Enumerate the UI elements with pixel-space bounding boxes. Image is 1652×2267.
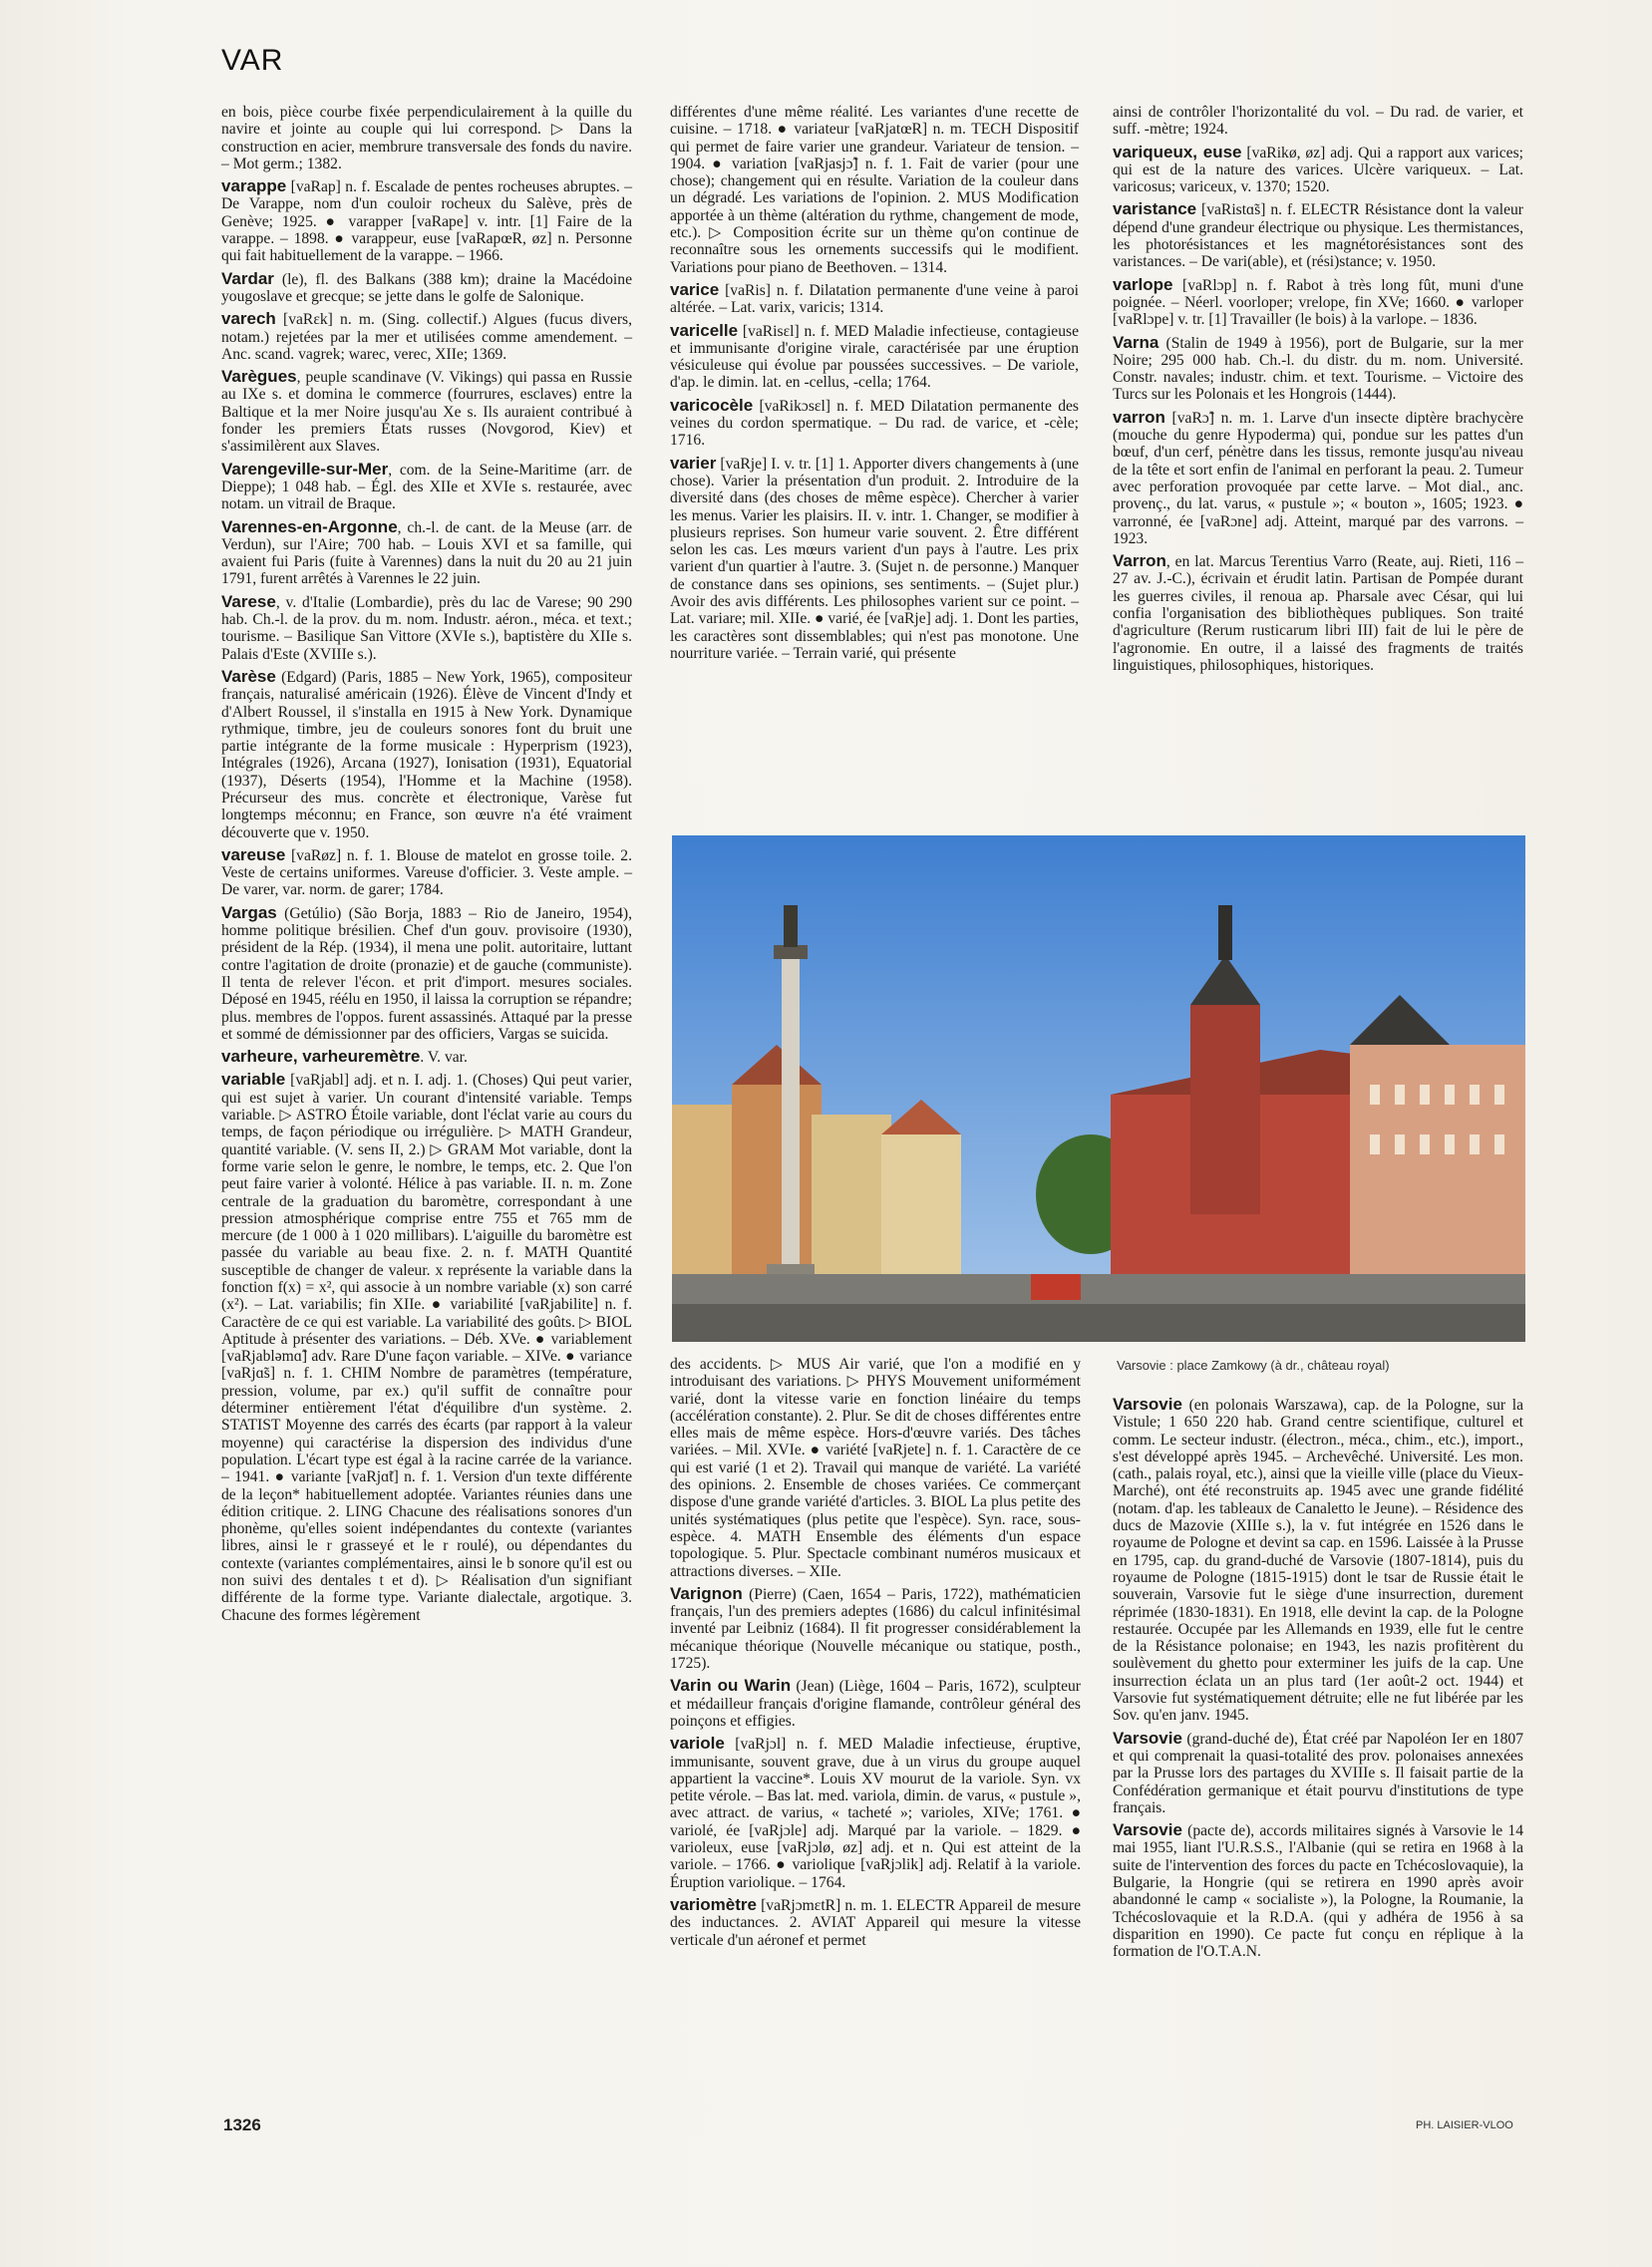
entry-headword: Varèse (221, 666, 276, 686)
dictionary-entry (1113, 552, 1523, 674)
dictionary-entry (670, 1896, 1081, 1949)
dictionary-entry (221, 1048, 632, 1066)
dictionary-entry (670, 397, 1079, 450)
dictionary-entry (670, 1677, 1081, 1730)
entry-headword: varice (670, 279, 720, 299)
running-head: VAR (221, 44, 284, 77)
dictionary-entry (670, 281, 1079, 317)
photo-caption: Varsovie : place Zamkowy (à dr., château royal) (1117, 1358, 1390, 1373)
entry-headword: varier (670, 453, 717, 473)
entry-headword: varheure, varheuremètre (221, 1047, 421, 1067)
column-1 (221, 104, 632, 2068)
entry-text: , v. d'Italie (Lombardie), près du lac de Varese; 90 290 hab. Ch.-l. de la prov. du m. nom. Industr. aéron., méca. et text.; tourisme. – Basilique San Vittore (XVIe s.), baptistère du XIIe s. Palais d'Este (XVIIIe s.). (221, 593, 632, 663)
entry-headword: varech (221, 309, 276, 329)
entry-text: . V. var. (420, 1049, 468, 1067)
entry-text: des accidents. ▷ MUS Air varié, que l'on a modifié en y introduisant des variations. ▷ PHYS Mouvement uniformément varié, dont la vitesse varie en fonction linéaire du temps (accélération constante). 2. Plur. Se dit de choses différentes entre elles mais de même espèce. Hors-d'œuvre variés. Des tâches variées. – Mil. XVIe. ● variété [vaRjete] n. f. 1. Caractère de ce qui est varié (1 et 2). Travail qui manque de variété. La variété des opinions. 2. Ensemble de choses variées. Ce commerçant dispose d'une grande variété d'articles. 3. BIOL La plus petite des unités systématiques (plus petite que l'espèce). Syn. race, sous-espèce. 4. MATH Ensemble des éléments d'un espace topologique. 5. Plur. Spectacle combinant numéros musicaux et attractions diverses. – XIIe. (670, 1356, 1081, 1580)
entry-text: , ch.-l. de cant. de la Meuse (arr. de Verdun), sur l'Aire; 700 hab. – Louis XVI et sa famille, qui avaient fui Paris (fuite à Varennes) dans la nuit du 20 au 21 juin 1791, furent arrêtés à Varennes le 22 juin. (221, 518, 632, 588)
entry-headword: Varennes-en-Argonne (221, 516, 398, 536)
entry-text: [vaRjɔl] n. f. MED Maladie infectieuse, éruptive, immunisante, souvent grave, due à un virus du groupe auquel appartient la vaccine*. Louis XV mourut de la variole. Syn. vx petite vérole. – Bas lat. med. variola, dimin. de varus, « pustule », avec attract. de varius, « tacheté »; varioles, XIVe; 1761. ● variolé, ée [vaRjɔle] adj. Marqué par la variole. – 1829. ● varioleux, euse [vaRjɔlø, øz] adj. et n. Qui est atteint de la variole. – 1766. ● variolique [vaRjɔlik] adj. Relatif à la variole. Éruption variolique. – 1764. (670, 1736, 1081, 1891)
dictionary-entry (221, 270, 632, 306)
entry-text: [vaRis] n. f. Dilatation permanente d'une veine à paroi altérée. – Lat. varix, varicis; 1314. (670, 281, 1079, 317)
entry-headword: variqueux, euse (1113, 142, 1242, 162)
dictionary-entry (221, 1071, 632, 1624)
entry-headword: Varna (1113, 332, 1159, 352)
entry-text: [vaRje] I. v. tr. [1] 1. Apporter divers changements à (une chose). Varier la présentation d'un produit. 2. Introduire de la diversité dans (des choses de même espèce). Chercher à varier les menus. Varier les plaisirs. II. v. intr. 1. Changer, se modifier à plusieurs reprises. Son humeur varie souvent. 2. Être différent selon les cas. Les mœurs varient d'un pays à l'autre. Les prix varient d'un quartier à l'autre. 3. (Sujet n. de personne.) Manquer de constance dans ses opinions, ses sentiments. – (Sujet plur.) Avoir des avis différents. Les philosophes varient sur ce point. – Lat. variare; mil. XIIe. ● varié, ée [vaRje] adj. 1. Dont les parties, les caractères sont dissemblables; qui n'est pas monotone. Une nourriture variée. – Terrain varié, qui présente (670, 455, 1079, 662)
entry-headword: Varengeville-sur-Mer (221, 459, 389, 479)
column-3 (1113, 104, 1523, 821)
dictionary-entry (221, 668, 632, 841)
entry-headword: variole (670, 1734, 725, 1754)
entry-text: (Getúlio) (São Borja, 1883 – Rio de Janeiro, 1954), homme politique brésilien. Chef d'un gouv. provisoire (1930), président de la Rép. (1934), il mena une polit. autoritaire, luttant contre l'agitation de droite (pronazie) et de gauche (communiste). Il tenta de relever l'écon. et prit d'import. mesures sociales. Déposé en 1945, réélu en 1950, il laissa la corruption se répandre; plus. membres de l'oppos. furent assassinés. Attaqué par la presse et sommé de démissionner par des officiers, Vargas se suicida. (221, 904, 632, 1043)
dictionary-entry (1113, 1821, 1523, 1960)
entry-text: (Pierre) (Caen, 1654 – Paris, 1722), mathématicien français, l'un des premiers adeptes (1686) du calcul infinitésimal inventé par Leibniz (1684). Il fit progresser considérablement la mécanique théorique (Nouvelle mécanique ou statique, posth., 1725). (670, 1585, 1081, 1673)
dictionary-entry (1113, 409, 1523, 547)
dictionary-entry (221, 368, 632, 455)
entry-headword: vareuse (221, 844, 286, 864)
dictionary-entry (670, 104, 1079, 276)
entry-text: , com. de la Seine-Maritime (arr. de Dieppe); 1 048 hab. – Égl. des XIIe et XVIe s. restaurée, avec notam. un vitrail de Braque. (221, 461, 632, 513)
entry-headword: Varègues (221, 367, 297, 387)
dictionary-entry (1113, 104, 1523, 139)
column-3-lower (1113, 1396, 1523, 2094)
dictionary-entry (221, 904, 632, 1043)
entry-text: [vaRisɛl] n. f. MED Maladie infectieuse, contagieuse et immunisante d'origine virale, caractérisée par une éruption vésiculeuse qui évolue par poussées successives. – De variole, d'ap. le dimin. lat. en -cellus, -cella; 1764. (670, 322, 1079, 392)
entry-headword: Varin ou Warin (670, 1676, 792, 1696)
entry-headword: varicocèle (670, 395, 754, 415)
entry-headword: Varsovie (1113, 1728, 1182, 1748)
entry-headword: variomètre (670, 1894, 757, 1914)
entry-text: (le), fl. des Balkans (388 km); draine la Macédoine yougoslave et grecque; se jette dans le golfe de Salonique. (221, 270, 632, 305)
dictionary-entry (1113, 144, 1523, 196)
entry-headword: varron (1113, 407, 1165, 427)
dictionary-entry (1113, 1730, 1523, 1816)
entry-headword: variable (221, 1070, 286, 1090)
dictionary-entry (221, 593, 632, 663)
entry-text: [vaRikø, øz] adj. Qui a rapport aux varices; qui est de la nature des varices. Ulcère variqueux. – Lat. varicosus; variceux, v. 1370; 1520. (1113, 144, 1523, 196)
photo-credit: PH. LAISIER-VLOO (1416, 2119, 1513, 2131)
entry-text: , en lat. Marcus Terentius Varro (Reate, auj. Rieti, 116 – 27 av. J.-C.), écrivain et érudit latin. Partisan de Pompée durant les guerres civiles, il renoua ap. Pharsale avec César, qui lui confia l'organisation des bibliothèques publiques. Son traité d'agriculture (Rerum rusticarum libri III) fait de lui le père de l'agronomie. En outre, il a laissé des fragments de traités linguistiques, philosophiques, historiques. (1113, 553, 1523, 674)
entry-headword: varistance (1113, 199, 1197, 219)
entry-text: [vaRistɑ̃s] n. f. ELECTR Résistance dont la valeur dépend d'une grandeur électrique ou physique. Les thermistances, les photorésistances et les magnétorésistances sont des varistances. – De vari(able), et (rési)stance; v. 1950. (1113, 201, 1523, 271)
dictionary-entry (221, 310, 632, 363)
entry-text: [vaRjɔmɛtR] n. m. 1. ELECTR Appareil de mesure des inductances. 2. AVIAT Appareil qui mesure la vitesse verticale d'un aéronef et permet (670, 1896, 1081, 1949)
entry-headword: Vardar (221, 268, 274, 288)
dictionary-entry (221, 846, 632, 899)
entry-headword: Varron (1113, 551, 1166, 571)
entry-headword: Vargas (221, 902, 277, 922)
entry-text: (Jean) (Liège, 1604 – Paris, 1672), sculpteur et médailleur français d'origine flamande, contrôleur général des poinçons et effigies. (670, 1678, 1082, 1730)
entry-headword: Varese (221, 591, 276, 611)
dictionary-entry (670, 1735, 1081, 1891)
dictionary-entry (221, 461, 632, 513)
entry-text: [vaRap] n. f. Escalade de pentes rocheuses abruptes. – De Varappe, nom d'un couloir rocheux du Salève, près de Genève; 1925. ● varapper [vaRape] v. intr. [1] Faire de la varappe. – 1898. ● varappeur, euse [vaRapœR, øz] n. Personne qui fait habituellement de la varappe. – 1966. (221, 178, 632, 265)
entry-headword: varlope (1113, 274, 1173, 294)
column-2-lower (670, 1356, 1081, 2094)
entry-text: [vaRɔ̃] n. m. 1. Larve d'un insecte diptère brachycère (mouche du genre Hypoderma) qui, pondue sur les pattes d'un bœuf, d'un cerf, pénètre dans les tissus, remonte jusqu'au niveau de la tête et sort enfin de l'animal en perforant la peau. 2. Tumeur avec perforation provoquée par cette larve. – Mot dial., anc. provenç., du lat. varus, « pustule »; « bouton », 1605; 1923. ● varronné, ée [vaRɔne] adj. Atteint, marqué par des varrons. – 1923. (1113, 409, 1523, 547)
entry-headword: Varsovie (1113, 1395, 1182, 1414)
dictionary-entry (221, 518, 632, 588)
entry-headword: Varignon (670, 1583, 743, 1603)
dictionary-entry (1113, 276, 1523, 329)
entry-text: ainsi de contrôler l'horizontalité du vol. – Du rad. de varier, et suff. -mètre; 1924. (1113, 104, 1523, 139)
entry-text: (en polonais Warszawa), cap. de la Pologne, sur la Vistule; 1 650 220 hab. Grand centre scientifique, culturel et comm. Le secteur industr. (électron., méca., chim., etc.), import., s'est développé après 1945. – Archevêché. Université. Les mon. (cath., palais royal, etc.), ainsi que la vieille ville (place du Vieux-Marché), ont été reconstruits ap. 1945 avec une grande fidélité (notam. d'ap. les tableaux de Canaletto le Jeune). – Résidence des ducs de Mazovie (XIIIe s.), la v. fut intégrée en 1526 dans le royaume de Pologne et devint sa cap. en 1596. Laissée à la Prusse en 1795, cap. du grand-duché de Varsovie (1807-1814), puis du royaume de Pologne (1815-1915) dont le tsar de Russie était le souverain, Varsovie fut le siège d'une insurrection, durement réprimée (1830-1831). En 1918, elle devint la cap. de la Pologne restaurée. Occupée par les Allemands en 1939, elle fut le centre de la Résistance polonaise; en 1943, les nazis profitèrent du soulèvement du ghetto pour exterminer les juifs de la cap. Une insurrection éclata un an plus tard (1er août-2 oct. 1944) et Varsovie fut systématiquement détruite; elle ne fut libérée par les Sov. qu'en janv. 1945. (1113, 1397, 1523, 1725)
dictionary-entry (670, 322, 1079, 392)
entry-text: [vaRɛk] n. m. (Sing. collectif.) Algues (fucus divers, notam.) rejetées par la mer et utilisées comme amendement. – Anc. scand. vagrek; warec, verec, XIIe; 1369. (221, 311, 632, 363)
dictionary-entry (670, 455, 1079, 663)
page-number: 1326 (223, 2115, 261, 2134)
entry-text: (Edgard) (Paris, 1885 – New York, 1965), compositeur français, naturalisé américain (1926). Élève de Vincent d'Indy et d'Albert Roussel, il s'installa en 1915 à New York. Dynamique rythmique, timbre, jeu de couleurs sonores font du bruit une partie intégrante de la forme musicale : Hyperprism (1923), Intégrales (1926), Arcana (1927), Ionisation (1931), Equatorial (1937), Déserts (1954), l'Homme et la Machine (1958). Précurseur des mus. concrète et électronique, Varèse fut longtemps méconnu; en France, son œuvre n'a été vraiment découverte que v. 1950. (221, 668, 632, 841)
entry-text: [vaRjabl] adj. et n. I. adj. 1. (Choses) Qui peut varier, qui est sujet à varier. Un courant d'intensité variable. Temps variable. ▷ ASTRO Étoile variable, dont l'éclat varie au cours du temps, de façon périodique ou irrégulière. ▷ MATH Grandeur, quantité variable. (V. sens II, 2.) ▷ GRAM Mot variable, dont la forme varie selon le genre, le nombre, le temps, etc. 2. Que l'on peut faire varier à volonté. Hélice à pas variable. II. n. m. Zone centrale de la graduation du baromètre, correspondant à une pression atmosphérique comprise entre 755 et 765 mm de mercure (de 1 000 à 1 020 millibars). L'aiguille du baromètre est passée du variable au beau fixe. 2. n. f. MATH Quantité susceptible de changer de valeur. x représente la variable dans la fonction f(x) = x², qui associe à un nombre variable (x) son carré (x²). – Lat. variabilis; fin XIIe. ● variabilité [vaRjabilite] n. f. Caractère de ce qui est variable. La variabilité des goûts. ▷ BIOL Aptitude à présenter des variations. – Déb. XVe. ● variablement [vaRjabləmɑ̃] adv. Rare D'une façon variable. – XIVe. ● variance [vaRjɑ̃s] n. f. 1. CHIM Nombre de paramètres (température, pression, volume, par ex.) qu'il suffit de connaître pour déterminer entièrement l'état d'équilibre d'un système. 2. STATIST Moyenne des carrés des écarts (par rapport à la valeur moyenne) qui caractérise la dispersion des individus d'une population. L'écart type est égal à la racine carrée de la variance. – 1941. ● variante [vaRjɑ̃t] n. f. 1. Version d'un texte différente de la leçon* habituellement adoptée. Variantes réunies dans une édition critique. 2. LING Chacune des réalisations sonores d'un phonème, qu'elles soient indépendantes du contexte (variantes libres, ainsi le r grasseyé et le r roulé), ou dépendantes du contexte (variantes complémentaires, ainsi le b sonore qu'il est ou non suivi des dentales t et d). ▷ Réalisation d'un signifiant différente de la forme type. Variante dialectale, argotique. 3. Chacune des formes légèrement (221, 1072, 632, 1624)
column-2 (670, 104, 1079, 821)
entry-headword: varicelle (670, 320, 739, 340)
dictionary-entry (670, 1356, 1081, 1580)
dictionary-entry (1113, 334, 1523, 404)
entry-text: différentes d'une même réalité. Les variantes d'une recette de cuisine. – 1718. ● variateur [vaRjatœR] n. m. TECH Dispositif qui permet de faire varier une grandeur. Variateur de tension. – 1904. ● variation [vaRjasjɔ̃] n. f. 1. Fait de varier (pour une chose); changement qui en résulte. Variation de la couleur dans un dégradé. Les variations de l'opinion. 2. MUS Modification apportée à un thème (altération du rythme, changement de mode, etc.). ▷ Composition écrite sur un thème qu'on continue de reconnaître sous les ornements successifs qui le modifient. Variations pour piano de Beethoven. – 1314. (670, 104, 1079, 276)
entry-text: [vaRøz] n. f. 1. Blouse de matelot en grosse toile. 2. Veste de certains uniformes. Vareuse d'officier. 3. Veste ample. – De varer, var. norm. de garer; 1784. (221, 846, 632, 899)
dictionary-entry (221, 104, 632, 172)
entry-text: [vaRlɔp] n. f. Rabot à très long fût, muni d'une poignée. – Néerl. voorloper; vrelope, fin XVe; 1660. ● varloper [vaRlɔpe] v. tr. [1] Travailler (le bois) à la varlope. – 1836. (1113, 276, 1523, 329)
entry-text: (pacte de), accords militaires signés à Varsovie le 14 mai 1955, liant l'U.R.S.S., l'Albanie (qui se retira en 1968 à la suite de l'intervention des forces du pacte en Tchécoslovaquie), la Bulgarie, la Hongrie (qui se retirera en 1990 après avoir abandonné le camp « socialiste »), la Pologne, la Roumanie, la Tchécoslovaquie et la R.D.A. (qui y adhéra de 1956 à sa disparition en 1990). Ce pacte fut conçu en réplique à la formation de l'O.T.A.N. (1113, 1822, 1523, 1961)
dictionary-entry (670, 1585, 1081, 1672)
dictionary-entry (1113, 1396, 1523, 1725)
entry-headword: Varsovie (1113, 1820, 1182, 1840)
entry-text: (grand-duché de), État créé par Napoléon Ier en 1807 et qui comprenait la quasi-totalité des prov. polonaises annexées par la Prusse lors des partages du XVIIIe s. Il faisait partie de la Confédération germanique et était pourvu d'institutions de type français. (1113, 1730, 1523, 1816)
entry-headword: varappe (221, 176, 287, 196)
entry-text: en bois, pièce courbe fixée perpendiculairement à la quille du navire et jointe au couple qui lui correspond. ▷ Dans la construction en acier, membrure transversale des fonds du navire. – Mot germ.; 1382. (221, 104, 632, 172)
entry-text: (Stalin de 1949 à 1956), port de Bulgarie, sur la mer Noire; 295 000 hab. Ch.-l. du distr. du m. nom. Université. Constr. navales; industr. chim. et text. Tourisme. – Victoire des Turcs sur les Polonais et les Hongrois (1444). (1113, 334, 1523, 404)
dictionary-entry (221, 177, 632, 264)
entry-text: , peuple scandinave (V. Vikings) qui passa en Russie au IXe s. et domina le commerce (fourrures, esclaves) entre la Baltique et la mer Noire jusqu'au Xe s. Ils auraient contribué à fonder les premiers États russes (Novgorod, Kiev) et s'assimilèrent aux Slaves. (221, 369, 632, 456)
warsaw-castle-square-photo (672, 835, 1525, 1342)
dictionary-entry (1113, 200, 1523, 270)
entry-text: [vaRikɔsɛl] n. f. MED Dilatation permanente des veines du cordon spermatique. – Du rad. de varice, et -cèle; 1716. (670, 397, 1079, 450)
